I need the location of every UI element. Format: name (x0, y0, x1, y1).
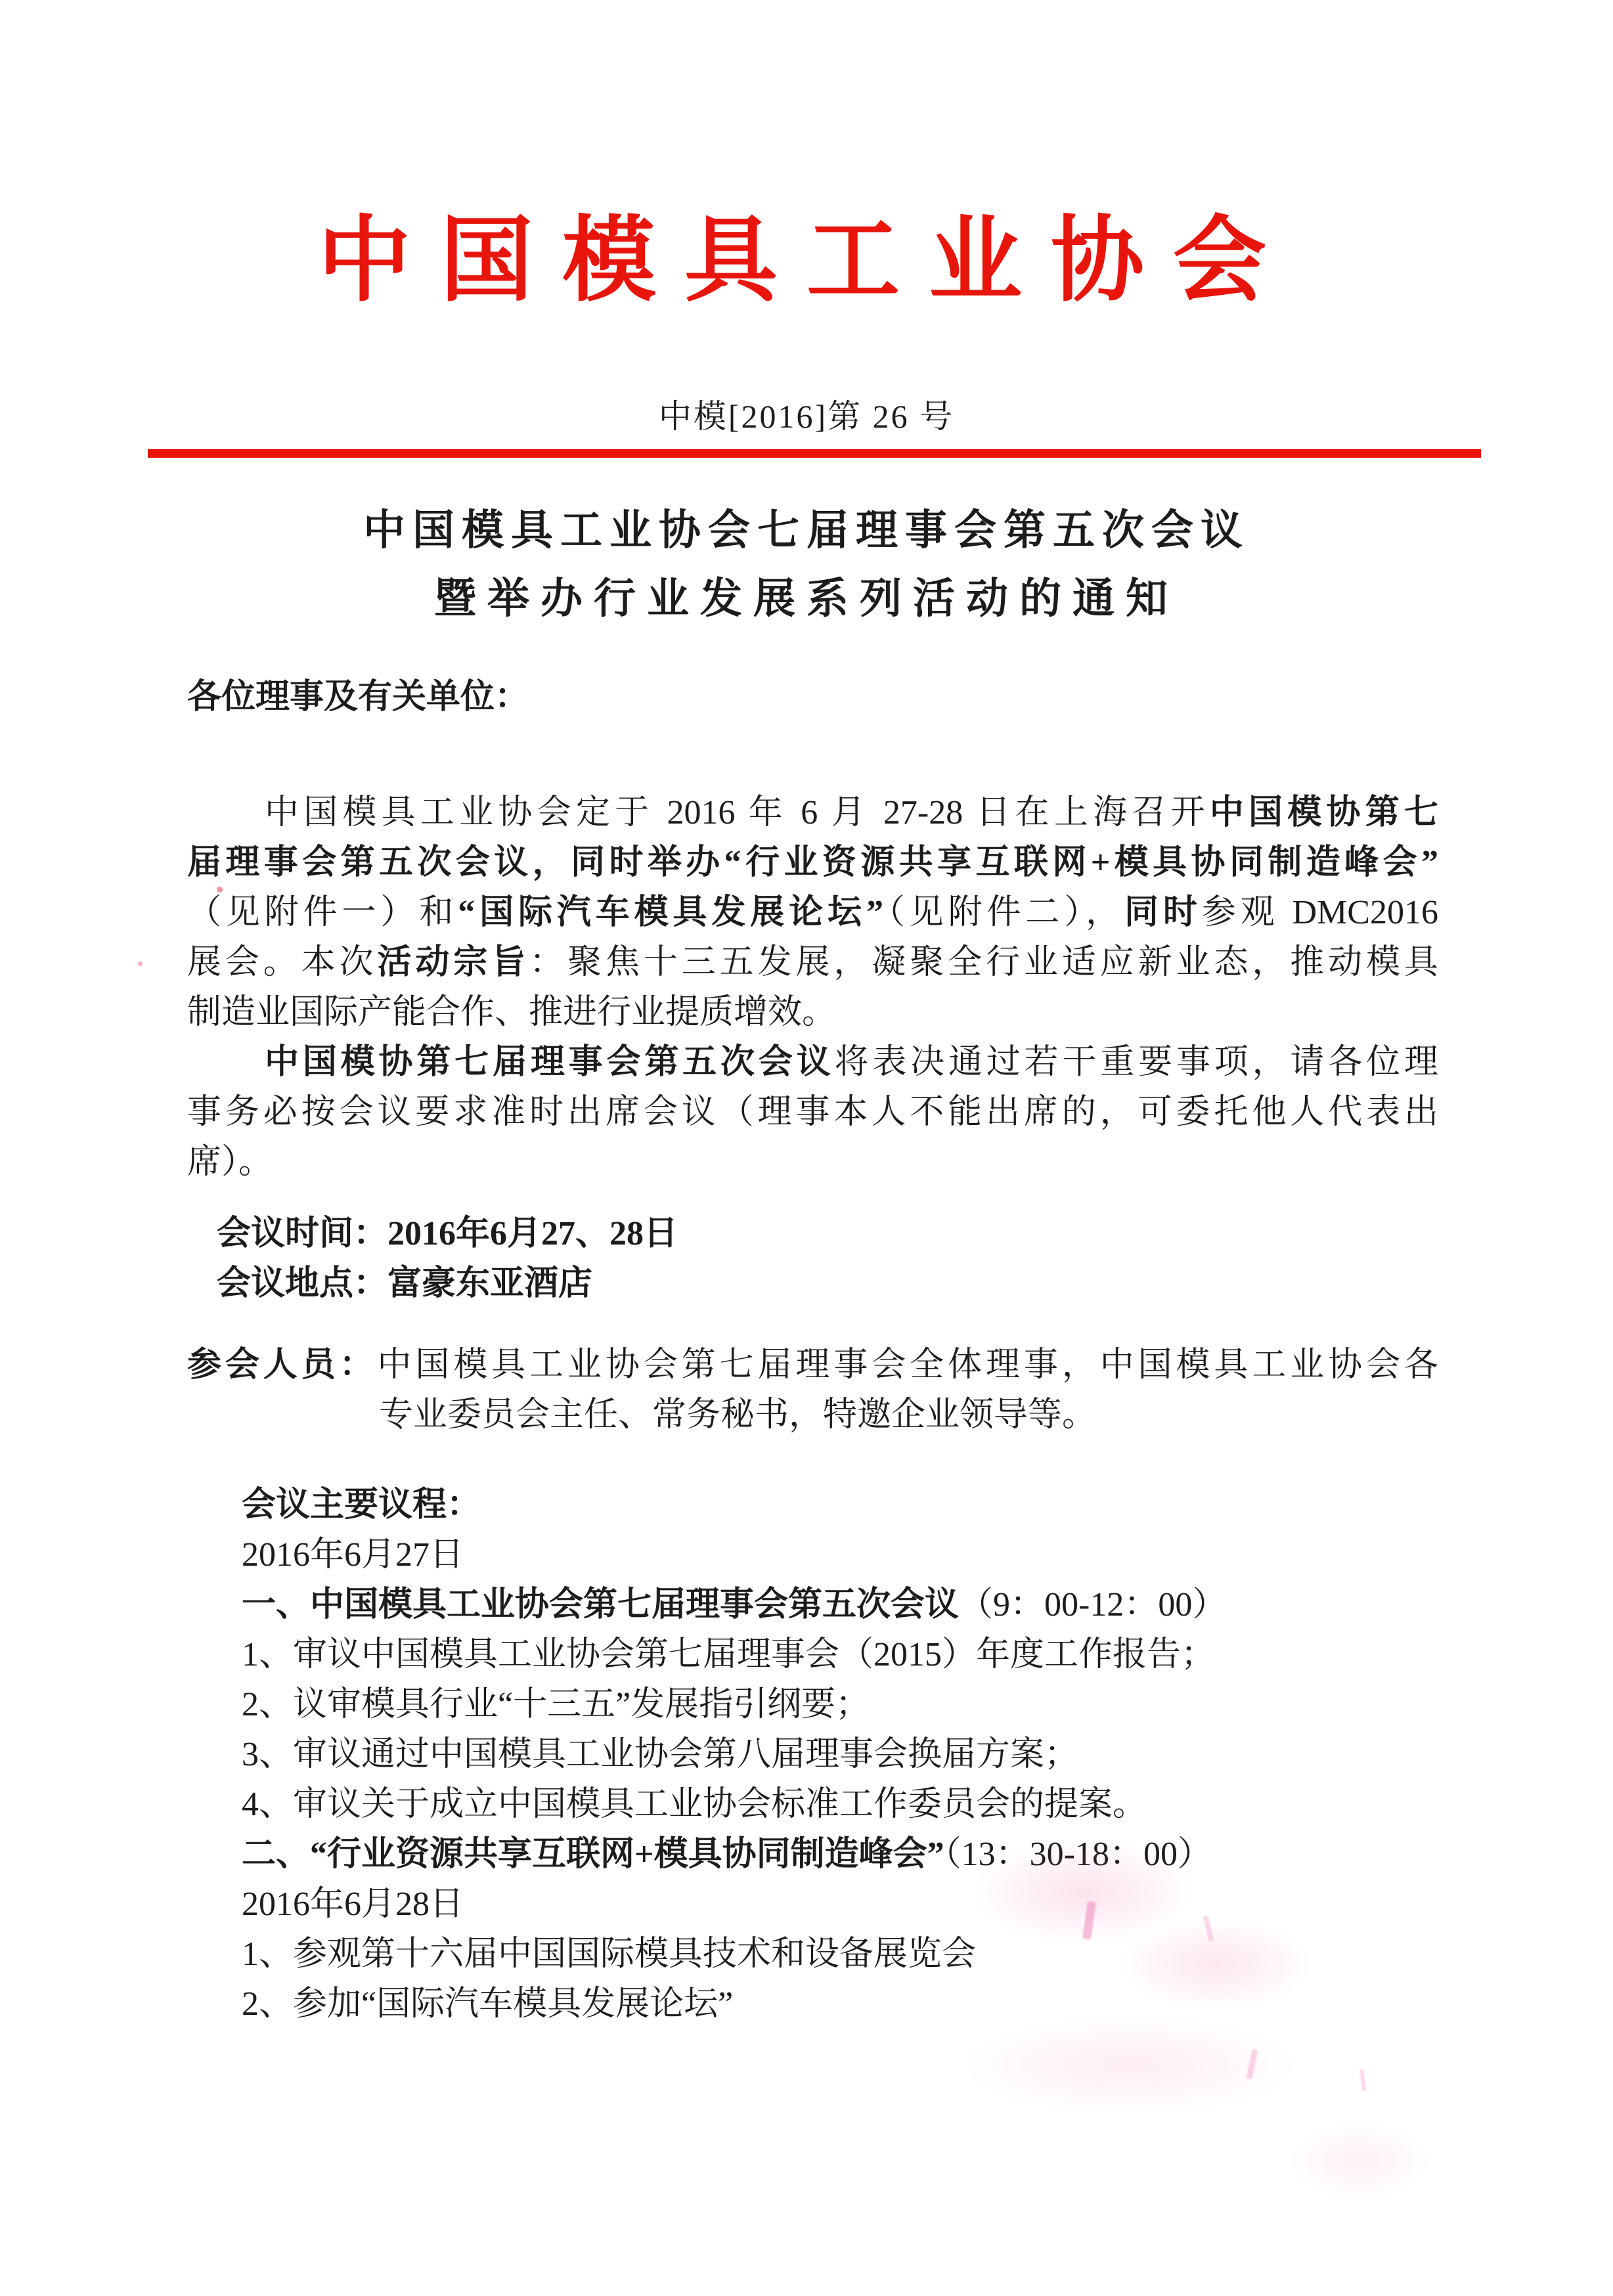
text-line (242, 1979, 1226, 2029)
agenda-list (242, 1480, 1226, 2029)
org-title: 中国模具工业协会 (318, 209, 1295, 313)
text-line (242, 1730, 1226, 1780)
text-line (242, 1580, 1226, 1630)
scan-smudge (1287, 2121, 1432, 2200)
text-run: 会议主要议程： (242, 1486, 481, 1524)
text-run: 中国模具工业协会第七届理事会全体理事，中国模具工业协会各 (377, 1346, 1438, 1384)
text-run: 展会。本次 (187, 944, 378, 981)
text-line (242, 1780, 1226, 1830)
text-run: “国际汽车模具发展论坛” (458, 894, 883, 931)
text-run: 同时 (1124, 894, 1202, 931)
text-run: 2016年6月27日 (242, 1536, 464, 1574)
text-run: 一、中国模具工业协会第七届理事会第五次会议 (242, 1586, 960, 1623)
text-run: 活动宗旨 (377, 944, 530, 981)
text-run: 2016年6月28日 (242, 1886, 464, 1923)
text-line (187, 788, 1438, 838)
text-run: ：聚焦十三五发展，凝聚全行业适应新业态，推动模具 (529, 944, 1438, 981)
text-run: 2、议审模具行业“十三五”发展指引纲要； (242, 1686, 870, 1723)
text-run: 将表决通过若干重要事项，请各位理 (834, 1044, 1438, 1081)
text-line (217, 1259, 678, 1309)
text-run: 中国模协第七届理事会第五次会议 (265, 1044, 835, 1081)
text-line (242, 1480, 1226, 1530)
scan-smudge (1246, 2049, 1258, 2080)
red-divider (148, 449, 1481, 458)
paragraph-voting-notice (187, 1038, 1438, 1187)
text-line (242, 1530, 1226, 1580)
text-line (242, 1830, 1226, 1880)
text-run: 4、审议关于成立中国模具工业协会标准工作委员会的提案。 (242, 1786, 1147, 1823)
text-run: （见附件二）， (883, 894, 1125, 931)
meeting-time-place (217, 1209, 678, 1309)
text-run: 2、参加“国际汽车模具发展论坛” (242, 1985, 734, 2023)
notice-title-line2: 暨举办行业发展系列活动的通知 (434, 575, 1179, 622)
text-run: 届理事会第五次会议，同时举办“行业资源共享互联网+模具协同制造峰会” (187, 844, 1438, 881)
text-run: 二、“行业资源共享互联网+模具协同制造峰会” (242, 1836, 944, 1873)
text-run: 中国模协第七 (1209, 794, 1438, 831)
attendees-info (187, 1340, 1438, 1440)
text-line (187, 938, 1438, 988)
text-line (187, 988, 1438, 1038)
text-run: 3、审议通过中国模具工业协会第八届理事会换届方案； (242, 1736, 1079, 1773)
text-line (242, 1880, 1226, 1930)
text-line (242, 1930, 1226, 1979)
text-run: 参观 DMC2016 (1201, 894, 1438, 931)
text-line (187, 838, 1438, 888)
text-line (187, 1038, 1438, 1088)
text-line (217, 1209, 678, 1259)
text-line (187, 1137, 1438, 1187)
text-line (187, 1088, 1438, 1137)
text-line (242, 1630, 1226, 1680)
text-run: 会议地点：富豪东亚酒店 (217, 1265, 593, 1302)
salutation: 各位理事及有关单位： (187, 678, 529, 716)
text-run: 1、参观第十六届中国国际模具技术和设备展览会 (242, 1935, 977, 1973)
text-line (187, 1340, 1438, 1390)
text-run: 席）。 (187, 1143, 273, 1181)
paragraph-intro (187, 788, 1438, 1038)
scan-smudge (1359, 2069, 1367, 2092)
scan-smudge (959, 2016, 1300, 2115)
text-run: （13：30-18：00） (944, 1836, 1212, 1873)
text-run: 会议时间：2016年6月27、28日 (217, 1215, 678, 1252)
notice-title-line1: 中国模具工业协会七届理事会第五次会议 (363, 507, 1250, 554)
text-line (187, 888, 1438, 938)
doc-number: 中模[2016]第 26 号 (658, 398, 955, 435)
text-run: 制造业国际产能合作、推进行业提质增效。 (187, 994, 837, 1031)
text-line (187, 1390, 1438, 1440)
scan-speck (138, 961, 143, 966)
text-run: （见附件一）和 (187, 894, 458, 931)
text-run: 中国模具工业协会定于 2016 年 6 月 27-28 日在上海召开 (265, 794, 1210, 831)
text-run: 1、审议中国模具工业协会第七届理事会（2015）年度工作报告； (242, 1636, 1216, 1673)
text-run: （9：00-12：00） (959, 1586, 1227, 1623)
text-line (242, 1680, 1226, 1730)
text-run: 专业委员会主任、常务秘书，特邀企业领导等。 (379, 1396, 1097, 1434)
text-run: 事务必按会议要求准时出席会议（理事本人不能出席的，可委托他人代表出 (187, 1093, 1438, 1131)
text-run: 参会人员： (187, 1346, 378, 1384)
